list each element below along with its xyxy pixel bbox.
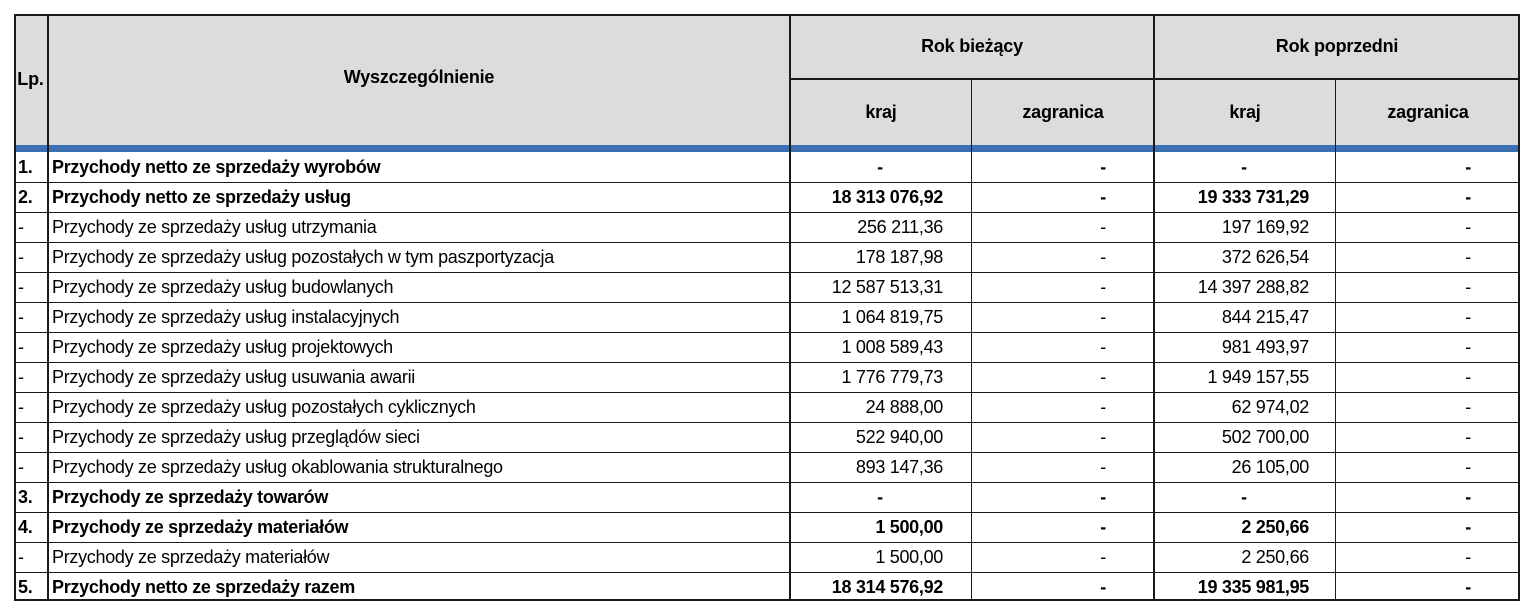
row-current-foreign: - (1100, 426, 1106, 447)
border-bottom (14, 599, 1520, 601)
row-previous-domestic: 26 105,00 (1231, 456, 1309, 477)
row-previous-domestic: 197 169,92 (1221, 216, 1309, 237)
row-description: Przychody ze sprzedaży materiałów (52, 546, 330, 567)
table-row (14, 362, 1520, 392)
row-divider (14, 392, 1520, 393)
row-divider (14, 212, 1520, 213)
row-current-domestic: 178 187,98 (855, 246, 943, 267)
row-description: Przychody ze sprzedaży usług pozostałych w tym paszportyzacja (52, 246, 554, 267)
row-lp: 4. (18, 516, 33, 537)
header-current-foreign: zagranica (1022, 102, 1104, 122)
row-description: Przychody netto ze sprzedaży razem (52, 576, 355, 597)
table-row (14, 422, 1520, 452)
table-row (14, 482, 1520, 512)
row-current-domestic: 1 064 819,75 (841, 306, 943, 327)
row-previous-domestic: - (1241, 156, 1247, 177)
row-lp: 2. (18, 186, 33, 207)
table-row (14, 572, 1520, 602)
row-previous-domestic: 19 335 981,95 (1197, 576, 1309, 597)
row-previous-domestic: 14 397 288,82 (1197, 276, 1309, 297)
row-previous-foreign: - (1465, 246, 1471, 267)
table-row (14, 182, 1520, 212)
row-divider (14, 542, 1520, 543)
row-lp: - (18, 216, 24, 237)
row-divider (14, 482, 1520, 483)
row-current-domestic: 1 500,00 (875, 516, 943, 537)
border-top (14, 14, 1520, 16)
table-row (14, 452, 1520, 482)
row-description: Przychody ze sprzedaży towarów (52, 486, 329, 507)
row-lp: - (18, 276, 24, 297)
row-lp: - (18, 246, 24, 267)
col-divider-prev (1335, 78, 1336, 601)
header-separator-bar (14, 145, 1520, 152)
row-current-domestic: 522 940,00 (855, 426, 943, 447)
row-description: Przychody ze sprzedaży usług projektowych (52, 336, 393, 357)
revenue-table (14, 14, 1520, 601)
row-current-domestic: 893 147,36 (855, 456, 943, 477)
row-lp: - (18, 426, 24, 447)
row-divider (14, 242, 1520, 243)
row-previous-domestic: 844 215,47 (1221, 306, 1309, 327)
row-previous-foreign: - (1465, 186, 1471, 207)
row-current-domestic: 1 008 589,43 (841, 336, 943, 357)
row-previous-domestic: - (1241, 486, 1247, 507)
row-current-foreign: - (1100, 366, 1106, 387)
row-current-domestic: 12 587 513,31 (831, 276, 943, 297)
row-current-foreign: - (1100, 186, 1106, 207)
row-current-domestic: 18 314 576,92 (831, 576, 943, 597)
row-lp: - (18, 546, 24, 567)
row-current-domestic: 24 888,00 (865, 396, 943, 417)
row-previous-foreign: - (1465, 156, 1471, 177)
row-description: Przychody ze sprzedaży usług usuwania awarii (52, 366, 415, 387)
row-current-foreign: - (1100, 456, 1106, 477)
row-previous-foreign: - (1465, 366, 1471, 387)
row-divider (14, 182, 1520, 183)
row-divider (14, 362, 1520, 363)
row-divider (14, 302, 1520, 303)
row-lp: 1. (18, 156, 33, 177)
row-previous-foreign: - (1465, 396, 1471, 417)
row-current-foreign: - (1100, 276, 1106, 297)
header-current-year: Rok bieżący (921, 35, 1023, 56)
row-description: Przychody ze sprzedaży usług budowlanych (52, 276, 394, 297)
row-previous-domestic: 502 700,00 (1221, 426, 1309, 447)
row-lp: 3. (18, 486, 33, 507)
row-current-domestic: - (877, 156, 883, 177)
row-current-foreign: - (1100, 156, 1106, 177)
row-description: Przychody netto ze sprzedaży usług (52, 186, 351, 207)
header-previous-foreign: zagranica (1387, 102, 1469, 122)
row-description: Przychody ze sprzedaży usług pozostałych cyklicznych (52, 396, 476, 417)
row-previous-foreign: - (1465, 456, 1471, 477)
row-divider (14, 572, 1520, 573)
row-previous-foreign: - (1465, 426, 1471, 447)
table-row (14, 512, 1520, 542)
col-divider-cur (971, 78, 972, 601)
row-current-foreign: - (1100, 516, 1106, 537)
row-description: Przychody ze sprzedaży usług instalacyjnych (52, 306, 400, 327)
row-previous-domestic: 981 493,97 (1221, 336, 1309, 357)
row-divider (14, 512, 1520, 513)
header-current-domestic: kraj (865, 102, 897, 122)
row-lp: - (18, 306, 24, 327)
table-row (14, 392, 1520, 422)
row-current-foreign: - (1100, 396, 1106, 417)
row-previous-foreign: - (1465, 546, 1471, 567)
row-current-foreign: - (1100, 546, 1106, 567)
row-previous-domestic: 62 974,02 (1231, 396, 1309, 417)
row-lp: - (18, 396, 24, 417)
row-description: Przychody netto ze sprzedaży wyrobów (52, 156, 381, 177)
row-lp: - (18, 336, 24, 357)
row-lp: - (18, 366, 24, 387)
row-lp: - (18, 456, 24, 477)
table-row (14, 302, 1520, 332)
row-description: Przychody ze sprzedaży usług okablowania strukturalnego (52, 456, 503, 477)
row-previous-domestic: 372 626,54 (1221, 246, 1309, 267)
row-current-foreign: - (1100, 336, 1106, 357)
row-current-domestic: 256 211,36 (857, 216, 943, 237)
row-current-domestic: 18 313 076,92 (831, 186, 943, 207)
row-current-domestic: - (877, 486, 883, 507)
row-current-domestic: 1 776 779,73 (841, 366, 943, 387)
row-current-foreign: - (1100, 576, 1106, 597)
row-previous-foreign: - (1465, 486, 1471, 507)
row-previous-foreign: - (1465, 576, 1471, 597)
row-previous-foreign: - (1465, 306, 1471, 327)
row-current-foreign: - (1100, 486, 1106, 507)
row-description: Przychody ze sprzedaży materiałów (52, 516, 349, 537)
row-previous-foreign: - (1465, 336, 1471, 357)
row-previous-foreign: - (1465, 276, 1471, 297)
row-description: Przychody ze sprzedaży usług utrzymania (52, 216, 377, 237)
row-lp: 5. (18, 576, 33, 597)
table-row (14, 152, 1520, 182)
row-divider (14, 452, 1520, 453)
row-current-foreign: - (1100, 306, 1106, 327)
row-previous-domestic: 2 250,66 (1241, 516, 1309, 537)
row-divider (14, 332, 1520, 333)
row-previous-foreign: - (1465, 516, 1471, 537)
table-row (14, 272, 1520, 302)
table-row (14, 212, 1520, 242)
header-description: Wyszczególnienie (343, 67, 495, 87)
table-row (14, 332, 1520, 362)
row-description: Przychody ze sprzedaży usług przeglądów sieci (52, 426, 420, 447)
row-previous-foreign: - (1465, 216, 1471, 237)
header-lp: Lp. (17, 69, 44, 89)
row-previous-domestic: 1 949 157,55 (1207, 366, 1309, 387)
row-current-foreign: - (1100, 216, 1106, 237)
row-divider (14, 272, 1520, 273)
table-row (14, 542, 1520, 572)
row-divider (14, 422, 1520, 423)
row-current-domestic: 1 500,00 (875, 546, 943, 567)
header-sub-divider (790, 78, 1520, 80)
table-row (14, 242, 1520, 272)
row-previous-domestic: 2 250,66 (1241, 546, 1309, 567)
row-current-foreign: - (1100, 246, 1106, 267)
row-previous-domestic: 19 333 731,29 (1197, 186, 1309, 207)
header-previous-domestic: kraj (1229, 102, 1261, 122)
header-previous-year: Rok poprzedni (1275, 35, 1399, 56)
